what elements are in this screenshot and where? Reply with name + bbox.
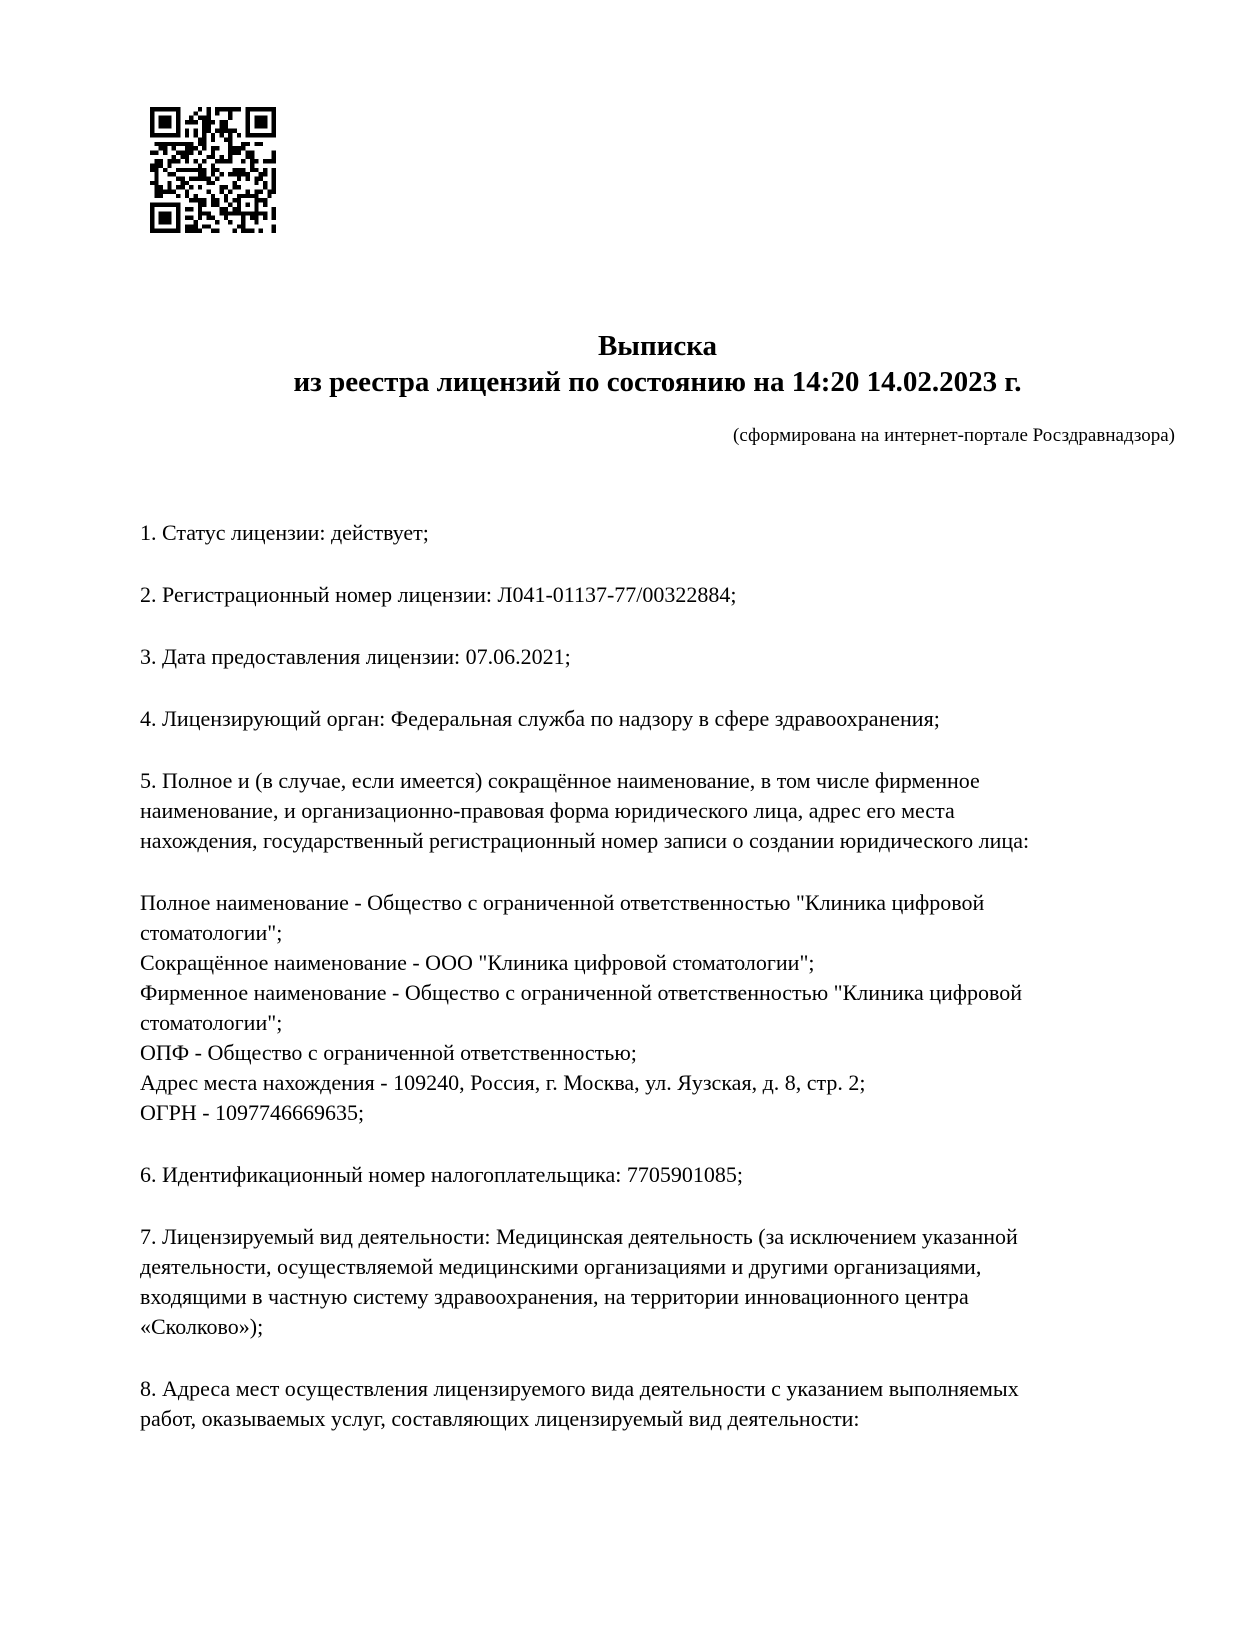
text-line: Адрес места нахождения - 109240, Россия, г. Москва, ул. Яузская, д. 8, стр. 2; (140, 1070, 866, 1095)
text-line: 5. Полное и (в случае, если имеется) сокращённое наименование, в том числе фирменное (140, 768, 980, 793)
text-line: стоматологии"; (140, 920, 283, 945)
text-line: 1. Статус лицензии: действует; (140, 520, 429, 545)
text-line: 6. Идентификационный номер налогоплательщика: 7705901085; (140, 1162, 743, 1187)
formation-note: (сформирована на интернет-портале Росздравнадзора) (733, 425, 1175, 446)
licensing-authority (140, 704, 1204, 734)
entity-names-intro (140, 766, 1204, 856)
text-line: 7. Лицензируемый вид деятельности: Медицинская деятельность (за исключением указанной (140, 1224, 1018, 1249)
document-title-line1: Выписка (597, 330, 718, 362)
qr-code-icon (150, 107, 276, 233)
text-line: 2. Регистрационный номер лицензии: Л041-01137-77/00322884; (140, 582, 737, 607)
text-line: стоматологии"; (140, 1010, 283, 1035)
text-line: 8. Адреса мест осуществления лицензируемого вида деятельности с указанием выполняемых (140, 1376, 1019, 1401)
activity-addresses-intro (140, 1374, 1204, 1434)
document-title-line2: из реестра лицензий по состоянию на 14:20 14.02.2023 г. (293, 366, 1022, 398)
taxpayer-number (140, 1160, 1204, 1190)
text-line: ОПФ - Общество с ограниченной ответственностью; (140, 1040, 637, 1065)
text-line: нахождения, государственный регистрационный номер записи о создании юридического лица: (140, 828, 1030, 853)
entity-names (140, 888, 1204, 1128)
text-line: наименование, и организационно-правовая форма юридического лица, адрес его места (140, 798, 955, 823)
text-line: Полное наименование - Общество с ограниченной ответственностью "Клиника цифровой (140, 890, 985, 915)
document-title (140, 328, 1175, 400)
text-line: входящими в частную систему здравоохранения, на территории инновационного центра (140, 1284, 969, 1309)
text-line: Сокращённое наименование - ООО "Клиника цифровой стоматологии"; (140, 950, 815, 975)
text-line: Фирменное наименование - Общество с ограниченной ответственностью "Клиника цифровой (140, 980, 1023, 1005)
text-line: деятельности, осуществляемой медицинскими организациями и другими организациями, (140, 1254, 982, 1279)
text-line: «Сколково»); (140, 1314, 264, 1339)
text-line: 4. Лицензирующий орган: Федеральная служба по надзору в сфере здравоохранения; (140, 706, 940, 731)
document-body (140, 518, 1204, 1434)
licensed-activity (140, 1222, 1204, 1342)
grant-date (140, 642, 1204, 672)
registration-number (140, 580, 1204, 610)
text-line: 3. Дата предоставления лицензии: 07.06.2021; (140, 644, 571, 669)
text-line: ОГРН - 1097746669635; (140, 1100, 365, 1125)
license-status (140, 518, 1204, 548)
text-line: работ, оказываемых услуг, составляющих лицензируемый вид деятельности: (140, 1406, 860, 1431)
